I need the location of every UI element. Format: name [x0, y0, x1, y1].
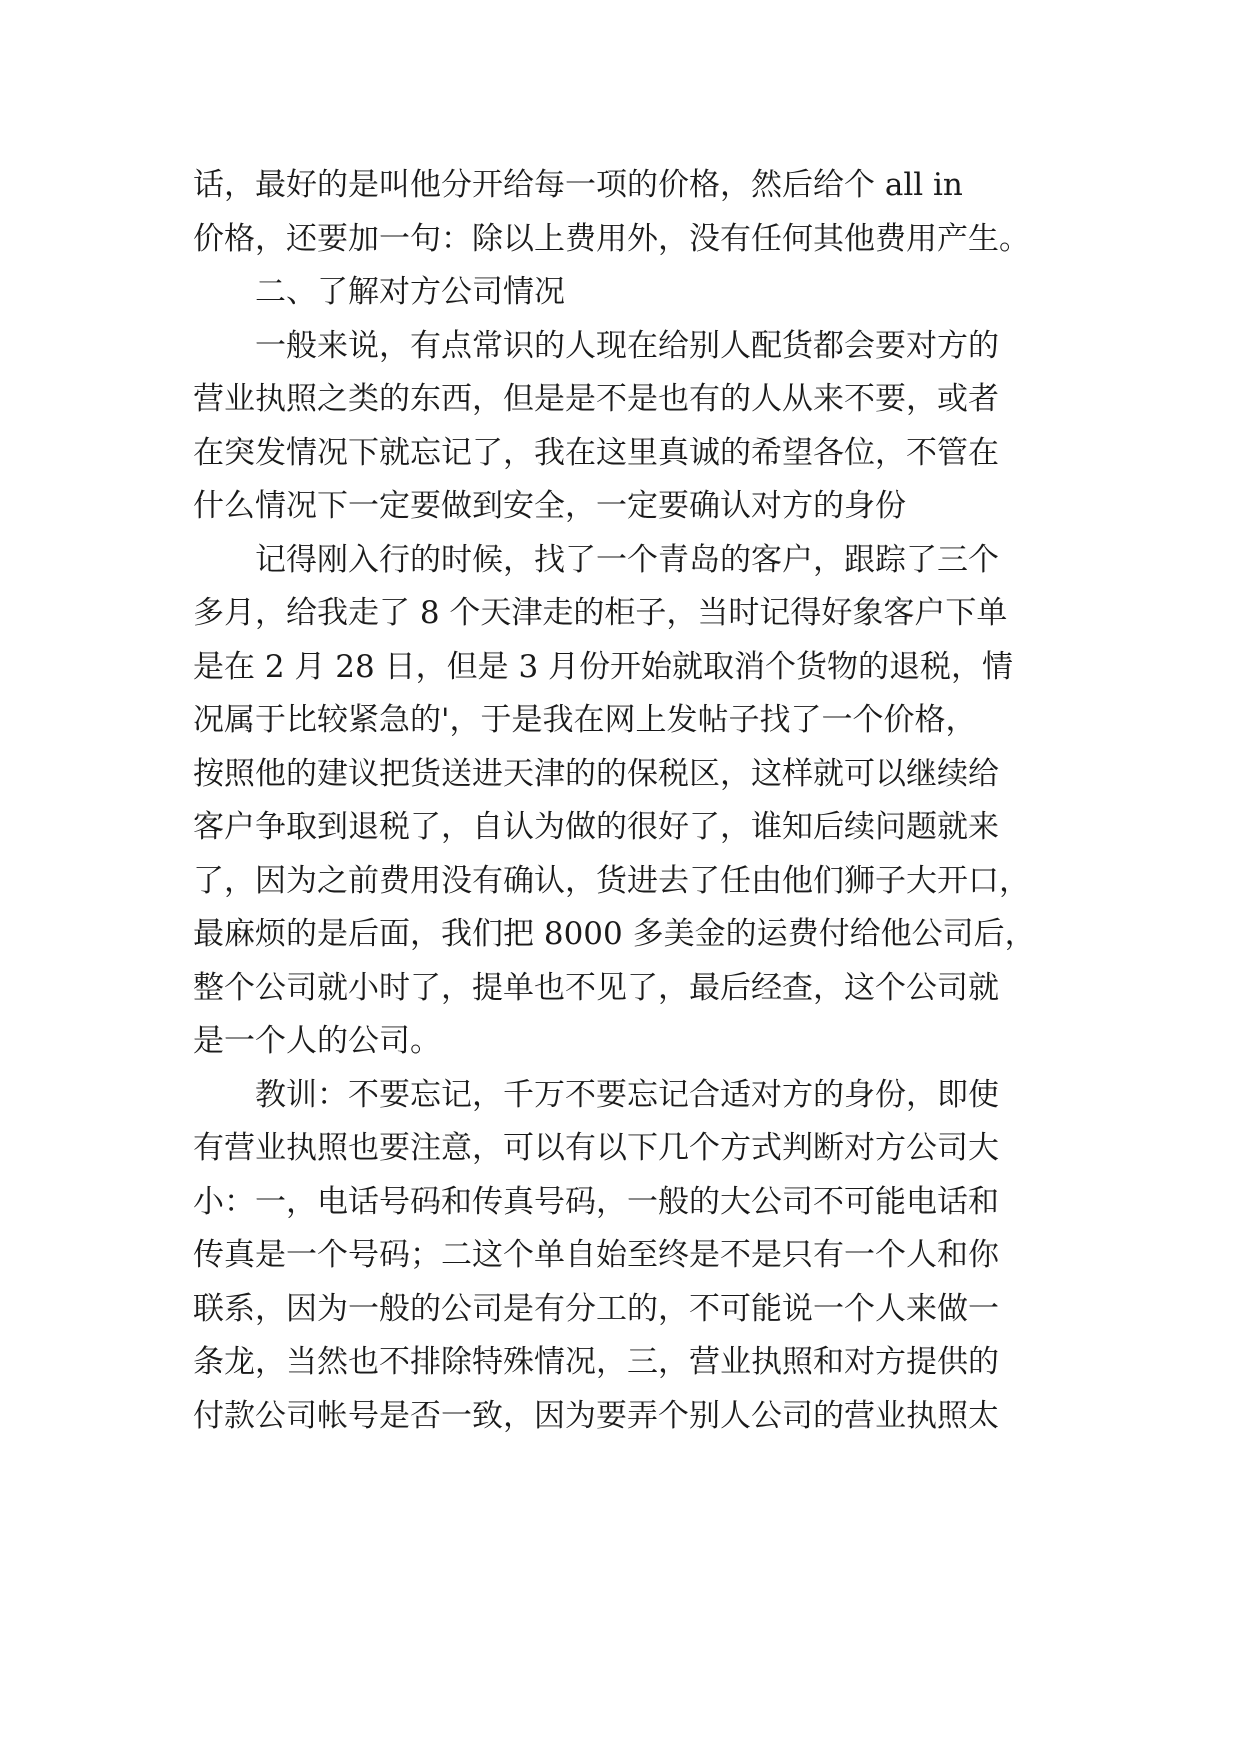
text-line: 了，因为之前费用没有确认，货进去了任由他们狮子大开口，	[193, 863, 1030, 899]
paragraph-first-line: 记得刚入行的时候，找了一个青岛的客户，跟踪了三个	[255, 542, 999, 578]
text-line: 小：一，电话号码和传真号码，一般的大公司不可能电话和	[193, 1184, 999, 1220]
text-line: 付款公司帐号是否一致，因为要弄个别人公司的营业执照太	[193, 1398, 999, 1434]
text-line: 况属于比较紧急的'，于是我在网上发帖子找了一个价格，	[193, 702, 977, 738]
text-line: 条龙，当然也不排除特殊情况，三，营业执照和对方提供的	[193, 1344, 999, 1380]
text-line: 在突发情况下就忘记了，我在这里真诚的希望各位，不管在	[193, 435, 999, 471]
text-line: 最麻烦的是后面，我们把 8000 多美金的运费付给他公司后，	[193, 916, 1036, 952]
paragraph-first-line: 一般来说，有点常识的人现在给别人配货都会要对方的	[255, 328, 999, 364]
paragraph-first-line: 二、了解对方公司情况	[255, 274, 565, 310]
text-line: 价格，还要加一句：除以上费用外，没有任何其他费用产生。	[193, 221, 1030, 257]
text-line: 营业执照之类的东西，但是是不是也有的人从来不要，或者	[193, 381, 999, 417]
text-line: 联系，因为一般的公司是有分工的，不可能说一个人来做一	[193, 1291, 999, 1327]
text-line: 按照他的建议把货送进天津的的保税区，这样就可以继续给	[193, 756, 999, 792]
text-line: 有营业执照也要注意，可以有以下几个方式判断对方公司大	[193, 1130, 999, 1166]
paragraph-first-line: 教训：不要忘记，千万不要忘记合适对方的身份，即使	[255, 1077, 999, 1113]
text-line: 多月，给我走了 8 个天津走的柜子，当时记得好象客户下单	[193, 595, 1008, 631]
text-line: 是一个人的公司。	[193, 1023, 441, 1059]
text-line: 话，最好的是叫他分开给每一项的价格，然后给个 all in	[193, 167, 963, 203]
text-line: 是在 2 月 28 日，但是 3 月份开始就取消个货物的退税，情	[193, 649, 1014, 685]
text-line: 传真是一个号码；二这个单自始至终是不是只有一个人和你	[193, 1237, 999, 1273]
text-line: 客户争取到退税了，自认为做的很好了，谁知后续问题就来	[193, 809, 999, 845]
text-line: 什么情况下一定要做到安全，一定要确认对方的身份	[193, 488, 906, 524]
text-line: 整个公司就小时了，提单也不见了，最后经查，这个公司就	[193, 970, 999, 1006]
